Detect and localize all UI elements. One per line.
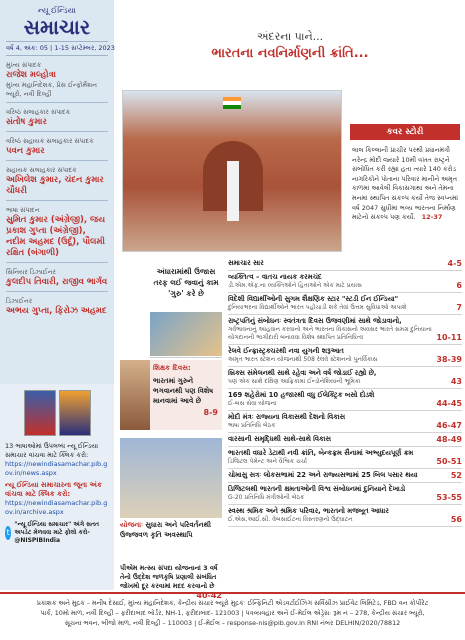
issue-line: વર્ષ 4, અંક: 05 | 1-15 સપ્ટેમ્બર, 2023: [6, 41, 108, 56]
staff-role: મુખ્ય મહાનિદેશક, પ્રેસ ઈન્ફોર્મેશન બ્યૂરો, નવી દિલ્હી: [6, 81, 97, 98]
feature-guru-image: [150, 312, 222, 356]
staff-block: [6, 268, 108, 292]
toc-item-title: વિદેશી વિદ્યાર્થીઓની સુગમ શૈક્ષણિક સ્ટાર "સ્ટડી ઈન ઈન્ડિયા": [228, 295, 399, 303]
staff-name: પવન કુમાર: [6, 146, 45, 156]
magazine-covers: [5, 390, 109, 438]
toc-item-title: મોદી મંત્રઃ રાજ્યના વિકાસથી દેશનો વિકાસ: [228, 413, 346, 421]
staff-name: અભય ગુપ્તા, ફિરોઝ અહમદ: [6, 306, 107, 316]
toc-item-desc: ગર્વભાવનાનું આહવાન કરવાનો અને ભારતના વિકાસનો અવસર ભારતે સમગ્ર દુનિયાના યોગદાનની ભાગીદારી બનાવવા વિશેષ સ્થાપિત પ્રતિનિધિત્વ: [228, 326, 432, 341]
magazine-cover-image: [24, 390, 56, 436]
toc-item-page: 43: [450, 377, 462, 386]
toc-item[interactable]: [228, 293, 462, 315]
footer-line: પ્રકાશક અને મુદ્રક – મનીષ દેસાઈ, મુખ્ય મહાનિદેશક, કેન્દ્રીય સંચાર બ્યૂરો મુદ્રકઃ ઈન્ફિનિટી એડવર્ટાઈઝિંગ સર્વિસીઝ પ્રાઈવેટ લિમિટેડ, FBD વન કોર્પોરેટ: [36, 599, 429, 607]
toc-item-title: રેલવે ઈન્ફ્રાસ્ટ્રક્ચરથી નવા યુગની શરૂઆત: [228, 347, 344, 355]
staff-block: [6, 166, 108, 201]
cover-story-page[interactable]: 12-37: [421, 213, 443, 222]
toc-item-desc: ઈ.એસ.આઈ.સી. વેબસાઈટના વિસ્તરણનો ઉદ્ઘાટન: [228, 516, 353, 523]
cover-story-badge: કવર સ્ટોરી: [350, 124, 460, 140]
feature-guru[interactable]: [150, 258, 222, 358]
staff-name: સુમિત કુમાર (અંગ્રેજી), જય પ્રકાશ ગુપ્તા (અંગ્રેજી), નદીમ અહમદ (ઉર્દૂ), પૌલમી રક્ષિત (બંગાળી): [6, 215, 106, 258]
toc-item[interactable]: [228, 447, 462, 469]
cover-photo: [122, 90, 342, 252]
imprint-footer: [0, 592, 465, 640]
toc-item-desc: ડી.એમ.એફ.ના વ્યક્તિઓને હિતાઓને એક માટે પ્રયાસ: [228, 282, 362, 289]
promo-archive-text: ન્યૂ ઈન્ડિયા સમાચારના જૂના અંક વાંચવા માટે ક્લિક કરો:: [5, 481, 102, 498]
toc-item-title: સમાચાર સાર: [228, 259, 264, 267]
toc-item[interactable]: [228, 367, 462, 389]
toc-item[interactable]: [228, 345, 462, 367]
toc-item-page: 52: [450, 471, 462, 480]
staff-role: સિનિયર ડિઝાઈનર: [6, 268, 56, 276]
toc-item[interactable]: [228, 433, 462, 447]
staff-role: ભાષા સંપાદન: [6, 206, 40, 214]
toc-item-desc: ડિજિટલ પેમેન્ટ અને વૈશ્વિક ચર્ચા: [228, 458, 308, 465]
masthead-title: સમાચાર: [23, 15, 91, 39]
toc-item-title: વ્યક્તિત્વ – વાતચ નાયક કરમચંદ: [228, 273, 322, 281]
staff-role: વરિષ્ઠ સલાહકાર સંપાદક: [6, 108, 71, 116]
staff-role: મુખ્ય સંપાદક: [6, 61, 42, 69]
feature-matsya-page: 40-42: [196, 591, 222, 600]
staff-block: [6, 297, 108, 320]
staff-block: [6, 61, 108, 103]
toc-item-desc: ભાષા પ્રતિનિધિ બેઠક: [228, 422, 276, 429]
toc-item[interactable]: [228, 411, 462, 433]
toc-item-page: 44-45: [436, 399, 462, 408]
twitter-text: "ન્યૂ ઈન્ડિયા સમાચાર" અંગે સતત અપડેટ મેળવવા માટે ફોલો કરો- @NISPIBIndia: [14, 521, 99, 544]
toc-item-desc: G-20 પ્રતિનિધિ મંત્રીઓની બેઠક: [228, 494, 305, 501]
toc-item-desc: દુનિયાભરના વિદ્યાર્થીઓને ભારત પહોંચાડી શકે તેવાં ઉત્તમ સુવિધાઓ અપાશે: [228, 304, 407, 311]
toc-item-title: ચોમાસુ સત્રઃ લોકસભામાં 22 અને રાજ્યસભામાં 25 બિલ પસાર થયા: [228, 471, 418, 479]
cover-story-text: [352, 146, 460, 223]
toc-item-page: 56: [450, 515, 462, 524]
twitter-row[interactable]: [5, 521, 109, 545]
toc-item-title: ભારતથી વધારે ડેટાથી નવી ક્રાંતિ, બેન્કફ્રમ સૈનામાં અભ્યુદયપૂર્ણ ક્રમ: [228, 449, 414, 457]
contents-subtitle: અંદરના પાને...: [256, 30, 324, 43]
promo-link-news[interactable]: https://newindiasamachar.pib.gov.in/news.aspx: [5, 460, 108, 477]
magazine-cover-image: [59, 390, 91, 436]
toc-item-title: બ્રિક્સ સંમેલનથી સાથે રહેવા અને વર્ષ જોડાઈ રહ્યો છે,: [228, 369, 377, 377]
staff-block: [6, 108, 108, 132]
toc-item[interactable]: [228, 389, 462, 411]
feature-scheme-text: સુધારા અને પરિવર્તનથી ઉજ્જવળ કૃતિ અવસ્થાપિ: [120, 521, 212, 539]
toc-item-title: વારસાની સમૃદ્ધિથી સાથે-સાથે વિકાસ: [228, 435, 331, 443]
staff-name: રાજેશ મલ્હોત્રા: [6, 70, 56, 80]
contents-title: ભારતના નવનિર્માણની ક્રાંતિ...: [211, 46, 369, 61]
staff-block: [6, 137, 108, 161]
toc-item-page: 4-5: [447, 259, 462, 268]
toc-item-title: સ્વસ્થ શ્રમિક અને શ્રમિક પરિવાર, ભારતનો મજબૂત આધાર: [228, 507, 389, 515]
scheme-image: [120, 438, 222, 518]
staff-name: કુલદીપ તિવારી, રાજીવ ભાર્ગવ: [6, 277, 108, 287]
toc-item-title: 169 શહેરોમાં 10 હજારથી વધુ ઈલેક્ટ્રિક બસો દોડશે: [228, 391, 375, 399]
toc-item[interactable]: [228, 271, 462, 293]
feature-teachers-day-tag: શિક્ષક દિવસ:: [153, 364, 191, 372]
toc-item-desc: અમૃત ભારત સ્ટેશન યોજનાથી 508 રેલવે સ્ટેશનનો પુનર્વિકાસ: [228, 356, 378, 363]
feature-guru-text: અંધારામાંથી ઉજાસ તરફ લઈ જવાનું કામ 'ગુરુ' કરે છે: [153, 267, 219, 298]
feature-teachers-day[interactable]: [150, 360, 222, 430]
toc-item-title: રાષ્ટ્રપતિનું સંબોધનઃ સ્વતંત્રતા દિવસ ઉજવણીમાં સાથે જોડાવાનો,: [228, 317, 402, 325]
toc-item-page: 6: [456, 281, 462, 290]
staff-role: ડિઝાઈનર: [6, 297, 33, 305]
toc-item-desc: પણ એક સાથે દક્ષિણ આફ્રિકામાં ઈન્ડોનેશિયાની ભૂમિકા: [228, 378, 361, 385]
toc-item[interactable]: [228, 505, 462, 527]
toc-item[interactable]: [228, 483, 462, 505]
toc-item-desc: ઈ-બસ સેવા યોજના: [228, 400, 277, 407]
staff-name: અખિલેશ કુમાર, ચંદન કુમાર ચૌધરી: [6, 175, 104, 196]
footer-line: સૂચના ભવન, બીજો માળ, નવી દિલ્હી – 110003 | ઈ-મેઈલ – response-nis@pib.gov.in RNI નંબર DELHIN/2020/78812: [64, 619, 401, 627]
toc-item[interactable]: [228, 257, 462, 271]
twitter-icon: t: [5, 526, 11, 540]
toc-item-title: ડિજિટલથી ભારતની ક્ષમતાઓની વિશ્વ સંબોધનમાં દુનિયાને દેખાડો: [228, 485, 406, 493]
person-figure: [227, 161, 239, 221]
feature-scheme-tag: યોજનાઃ: [120, 521, 144, 529]
teacher-image: [120, 360, 150, 430]
flag-icon: [223, 97, 241, 109]
masthead-small-title: ન્યૂ ઈન્ડિયા: [38, 6, 76, 15]
feature-scheme[interactable]: [120, 520, 222, 540]
staff-block: [6, 206, 108, 263]
contents-header: [120, 30, 460, 61]
table-of-contents: [228, 257, 462, 527]
feature-matsya-text: પીએમ મત્સ્ય સંપદા યોજનાનાં 3 વર્ષ તેનો ઉદ્દેશ જળકૃષિ પ્રણાલી સંબંધિત જોખમો દૂર કરવામાં મદદ કરવાનો છે: [120, 564, 218, 590]
staff-name: સંતોષ કુમાર: [6, 117, 47, 127]
toc-item-page: 38-39: [436, 355, 462, 364]
toc-item-page: 7: [456, 303, 462, 312]
staff-role: સહાયક સલાહકાર સંપાદક: [6, 166, 77, 174]
toc-item[interactable]: [228, 315, 462, 345]
feature-teachers-day-page: 8-9: [203, 408, 218, 417]
feature-teachers-day-text: ભારતમાં ગુરુને ભગવાનથી પણ વિશેષ માનવામાં આવે છે: [153, 377, 214, 405]
promo-text: 13 ભાષાઓમાં ઉપલબ્ધ ન્યૂ ઈન્ડિયા સમાચાર વાંચવા માટે ક્લિક કરો:: [5, 442, 99, 459]
promo-box: [0, 384, 114, 590]
footer-line: પાર્ક, 10મો માળ, નવી દિલ્હી – ફરીદાબાદ બોર્ડર, NH-1, ફરીદાબાદ- 121003 | પત્રવ્યવહાર અને ઈ-મેઈલ એડ્રેસઃ રૂમ નં – 278, કેન્દ્રીય સંચાર બ્યૂરો,: [40, 609, 425, 617]
toc-item-page: 48-49: [436, 435, 462, 444]
toc-item-page: 46-47: [436, 421, 462, 430]
promo-link-archive[interactable]: https://newindiasamachar.pib.gov.in/archive.aspx: [5, 499, 108, 516]
toc-item-page: 53-55: [436, 493, 462, 502]
toc-item-page: 10-11: [436, 333, 462, 342]
toc-item[interactable]: [228, 469, 462, 483]
cover-story-body: લાલ કિલ્લાની પ્રાચીર પરથી પ્રધાનમંત્રી નરેન્દ્ર મોદી જ્યારે 10મી વખત રાષ્ટ્રને સંબોધિત કરી રહ્યા હતા ત્યારે 140 કરોડ નાગરિકોને પોતાના પરિવાર માનીને અમૃત કાળમાં આવેલી વિકાસગાથા અને તેમના મનમાં સ્થાપિત સંકલ્પ કર્યો તેજ સ્વપ્નમાં વર્ષ 2047 સુધીમાં ભવ્ય ભારતના નિર્માણ માટેનો સંકલ્પ પણ કર્યો.: [352, 146, 459, 222]
staff-role: વરિષ્ઠ સહાયક સલાહકાર સંપાદક: [6, 137, 94, 145]
toc-item-page: 50-51: [436, 457, 462, 466]
